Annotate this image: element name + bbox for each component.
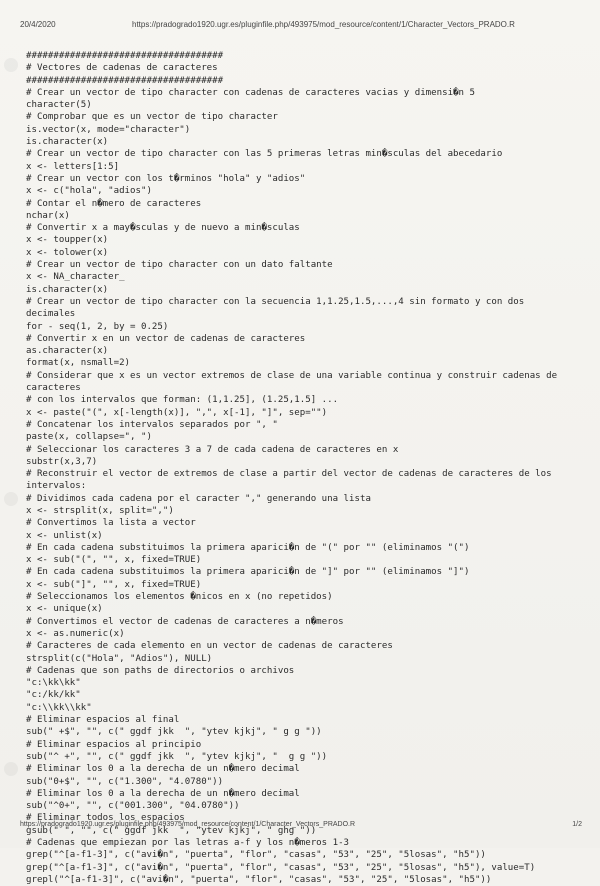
code-line: is.character(x)	[26, 137, 109, 148]
code-line: x <- letters[1:5]	[26, 161, 120, 172]
code-line: # Convertir x en un vector de cadenas de caracteres	[26, 333, 306, 344]
code-line: x <- sub("(", "", x, fixed=TRUE)	[26, 555, 202, 566]
code-line: nchar(x)	[26, 210, 70, 221]
code-line: # Eliminar espacios al final	[26, 715, 180, 726]
code-line: x <- sub("]", "", x, fixed=TRUE)	[26, 579, 202, 590]
code-line: # En cada cadena substituimos la primera aparici�n de "(" por "" (eliminamos "(")	[26, 542, 470, 553]
code-line: # Crear un vector con los t�rminos "hola" y "adios"	[26, 173, 306, 184]
code-line: grep("^[a-f1-3]", c("avi�n", "puerta", "flor", "casas", "53", "25", "5losas", "h5"))	[26, 850, 486, 861]
code-line: # Comprobar que es un vector de tipo character	[26, 112, 278, 123]
punch-hole-mark	[4, 492, 18, 506]
code-line: # Seleccionar los caracteres 3 a 7 de cada cadena de caracteres en x	[26, 444, 399, 455]
code-line: # Seleccionamos los elementos �nicos en x (no repetidos)	[26, 592, 333, 603]
code-line: # Eliminar los 0 a la derecha de un n�mero decimal	[26, 788, 300, 799]
code-line: # Crear un vector de tipo character con cadenas de caracteres vacias y dimensi�n 5	[26, 87, 475, 98]
code-line: ####################################	[26, 51, 224, 61]
print-date: 20/4/2020	[20, 20, 56, 29]
code-line: x <- unique(x)	[26, 604, 103, 615]
code-line: x <- strsplit(x, split=",")	[26, 505, 174, 516]
code-line: grepl("^[a-f1-3]", c("avi�n", "puerta", "flor", "casas", "53", "25", "5losas", "h5"))	[26, 874, 492, 885]
page-number: 1/2	[572, 821, 582, 828]
code-line: sub("0+$", "", c("1.300", "4.0780"))	[26, 776, 224, 787]
code-line: intervalos:	[26, 481, 87, 492]
code-line: is.character(x)	[26, 284, 109, 295]
code-line: x <- tolower(x)	[26, 247, 109, 258]
code-line: # Convertir x a may�sculas y de nuevo a min�sculas	[26, 223, 300, 234]
code-line: gsub(" ", "", c(" ggdf jkk ", "ytev kjkj", " ghg "))	[26, 825, 317, 836]
code-line: substr(x,3,7)	[26, 456, 98, 467]
code-line: "c:\kk\kk"	[26, 678, 81, 689]
code-line: sub(" +$", "", c(" ggdf jkk ", "ytev kjkj", " g g "))	[26, 727, 322, 738]
r-script-listing	[26, 50, 586, 886]
code-line: strsplit(c("Hola", "Adios"), NULL)	[26, 653, 213, 664]
code-line: # Convertimos el vector de cadenas de caracteres a n�meros	[26, 616, 344, 627]
code-line: # Crear un vector de tipo character con las 5 primeras letras min�sculas del abecedario	[26, 149, 503, 160]
code-line: "c:\\kk\\kk"	[26, 702, 92, 713]
code-line: x <- c("hola", "adios")	[26, 186, 152, 197]
code-line: # Cadenas que son paths de directorios o archivos	[26, 665, 295, 676]
code-line: sub("^0+", "", c("001.300", "04.0780"))	[26, 801, 240, 812]
code-line: # Dividimos cada cadena por el caracter "," generando una lista	[26, 493, 371, 504]
punch-hole-mark	[4, 58, 18, 72]
code-line: # Crear un vector de tipo character con la secuencia 1,1.25,1.5,...,4 sin formato y con dos	[26, 296, 525, 307]
code-line: is.vector(x, mode="character")	[26, 124, 191, 135]
code-line: # Caracteres de cada elemento en un vector de cadenas de caracteres	[26, 641, 393, 652]
code-line: for - seq(1, 2, by = 0.25)	[26, 321, 169, 332]
code-line: # En cada cadena substituimos la primera aparici�n de "]" por "" (eliminamos "]")	[26, 567, 470, 578]
code-line: as.character(x)	[26, 346, 109, 357]
code-line: # Cadenas que empiezan por las letras a-f y los n�meros 1-3	[26, 838, 350, 848]
code-line: # Reconstruir el vector de extremos de clase a partir del vector de cadenas de caracteres de los	[26, 469, 552, 480]
code-line: decimales	[26, 309, 76, 320]
code-line: x <- as.numeric(x)	[26, 628, 125, 639]
code-line: x <- NA_character_	[26, 272, 125, 283]
code-line: sub("^ +", "", c(" ggdf jkk ", "ytev kjkj", " g g "))	[26, 751, 328, 762]
code-line: x <- paste("(", x[-length(x)], ",", x[-1], "]", sep="")	[26, 407, 328, 418]
code-line: grep("^[a-f1-3]", c("avi�n", "puerta", "flor", "casas", "53", "25", "5losas", "h5"), value=T)	[26, 862, 536, 873]
code-line: # Contar el n�mero de caracteres	[26, 198, 202, 209]
code-line: caracteres	[26, 383, 81, 394]
code-line: "c:/kk/kk"	[26, 690, 81, 701]
code-line: format(x, nsmall=2)	[26, 358, 131, 369]
code-line: x <- toupper(x)	[26, 235, 109, 246]
code-line: # Concatenar los intervalos separados por ", "	[26, 419, 278, 430]
code-line: # Eliminar todos los espacios	[26, 813, 185, 824]
punch-hole-mark	[4, 762, 18, 776]
footer-url: https://pradogrado1920.ugr.es/pluginfile.php/493975/mod_resource/content/1/Character_Vectors_PRADO.R	[20, 821, 356, 828]
code-line: # Considerar que x es un vector extremos de clase de una variable continua y construir cadenas de	[26, 370, 558, 381]
code-line: # Eliminar los 0 a la derecha de un n�mero decimal	[26, 764, 300, 775]
code-line: paste(x, collapse=", ")	[26, 432, 152, 443]
code-line: # Eliminar espacios al principio	[26, 739, 202, 750]
header-url: https://pradogrado1920.ugr.es/pluginfile.php/493975/mod_resource/content/1/Character_Vectors_PRADO.R	[132, 20, 515, 29]
code-line: # con los intervalos que forman: (1,1.25], (1.25,1.5] ...	[26, 395, 339, 406]
code-line: # Convertimos la lista a vector	[26, 518, 196, 529]
code-line: x <- unlist(x)	[26, 530, 103, 541]
code-line: character(5)	[26, 100, 92, 111]
code-line: # Crear un vector de tipo character con un dato faltante	[26, 260, 333, 271]
code-line: ####################################	[26, 75, 224, 86]
code-line: # Vectores de cadenas de caracteres	[26, 63, 218, 74]
